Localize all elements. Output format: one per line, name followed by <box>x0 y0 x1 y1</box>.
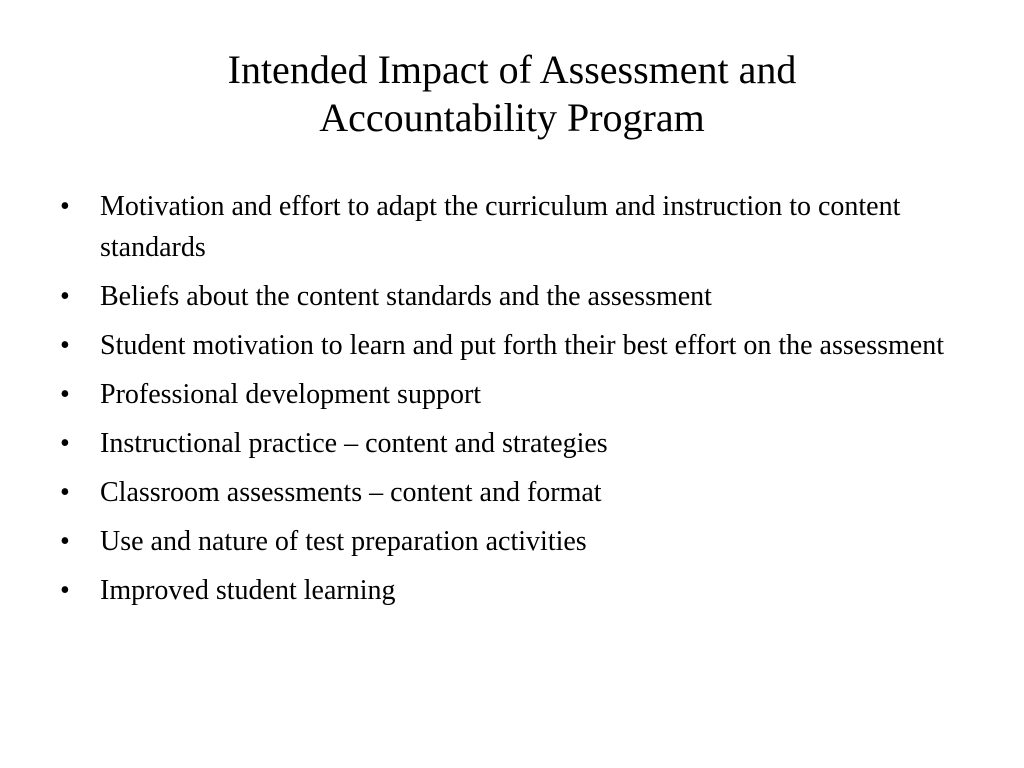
bullet-text: Use and nature of test preparation activities <box>100 526 587 557</box>
bullet-list <box>60 186 950 619</box>
bullet-icon: • <box>60 526 70 557</box>
slide-title-line-1: Intended Impact of Assessment and <box>227 47 797 92</box>
bullet-text: Motivation and effort to adapt the curriculum and instruction to content standards <box>100 191 901 263</box>
bullet-text: Professional development support <box>100 379 482 410</box>
bullet-item <box>60 423 950 464</box>
bullet-icon: • <box>60 330 70 361</box>
bullet-item <box>60 570 950 611</box>
bullet-item <box>60 374 950 415</box>
bullet-text: Instructional practice – content and strategies <box>100 428 608 459</box>
bullet-item <box>60 521 950 562</box>
bullet-icon: • <box>60 379 70 410</box>
bullet-item <box>60 186 950 268</box>
bullet-icon: • <box>60 281 70 312</box>
bullet-item <box>60 325 950 366</box>
bullet-icon: • <box>60 575 70 606</box>
slide-title-line-2: Accountability Program <box>319 95 705 140</box>
bullet-text: Beliefs about the content standards and the assessment <box>100 281 712 312</box>
bullet-text: Student motivation to learn and put forth their best effort on the assessment <box>100 330 944 361</box>
bullet-item <box>60 276 950 317</box>
bullet-icon: • <box>60 477 70 508</box>
bullet-text: Classroom assessments – content and format <box>100 477 602 508</box>
slide-title <box>0 46 1024 142</box>
bullet-icon: • <box>60 428 70 459</box>
bullet-text: Improved student learning <box>100 575 396 606</box>
bullet-icon: • <box>60 191 70 222</box>
bullet-item <box>60 472 950 513</box>
